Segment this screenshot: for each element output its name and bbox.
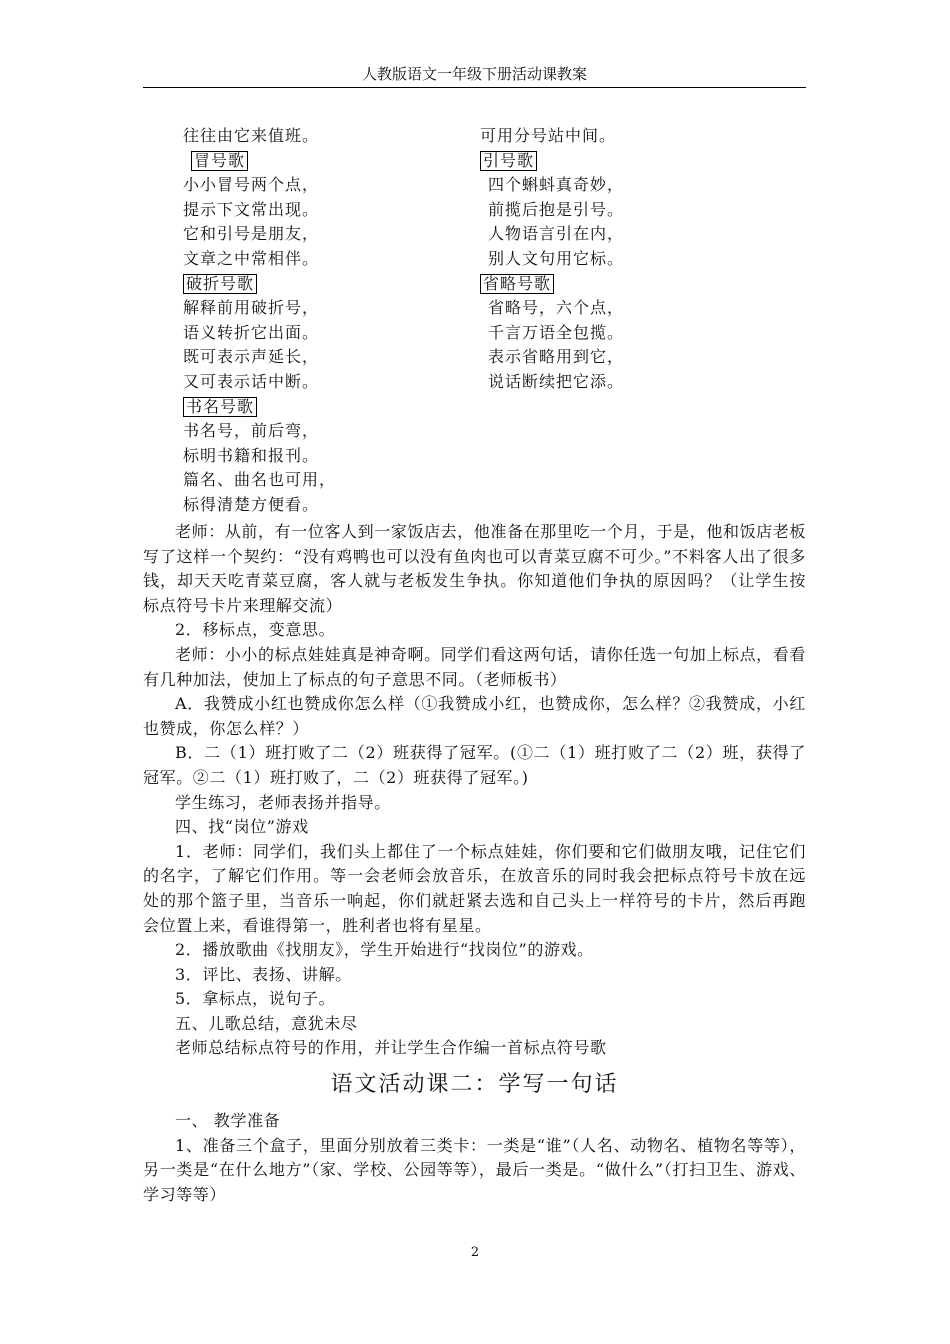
song-line-text: 标明书籍和报刊。 <box>183 445 320 465</box>
song-title-text: 书名号歌 <box>183 397 257 417</box>
song-line <box>480 124 624 149</box>
song-line <box>183 124 336 149</box>
song-line <box>183 247 336 272</box>
song-line-text: 又可表示话中断。 <box>183 371 320 391</box>
paragraph: 五、儿歌总结，意犹未尽 <box>175 1013 358 1033</box>
paragraph: 3．评比、表扬、讲解。 <box>175 964 352 984</box>
song-line-text: 书名号，前后弯， <box>183 421 320 441</box>
section-title: 语文活动课二：学写一句话 <box>330 1072 619 1098</box>
song-line <box>183 444 336 469</box>
song-line-text: 既可表示声延长， <box>183 347 320 367</box>
song-title <box>183 272 336 297</box>
punctuation-songs <box>143 124 806 520</box>
song-line <box>183 321 336 346</box>
song-line <box>183 345 336 370</box>
paragraph: 5．拿标点，说句子。 <box>175 989 336 1009</box>
song-title <box>183 395 336 420</box>
song-line <box>480 198 624 223</box>
page-content <box>143 124 806 1207</box>
song-line-text: 别人文句用它标。 <box>488 248 625 268</box>
paragraph: 1．老师：同学们，我们头上都住了一个标点娃娃，你们要和它们做朋友哦，记住它们的名字，了解它们作用。等一会老师会放音乐，在放音乐的同时我会把标点符号卡放在远处的那个篮子里，当音乐一响起，你们就赶紧去选和自己头上一样符号的卡片，然后再跑会位置上来，看谁得第一，胜利者也将有星星。 <box>143 841 806 935</box>
song-line-text: 省略号，六个点， <box>488 298 625 318</box>
song-line <box>480 173 624 198</box>
song-line-text: 语义转折它出面。 <box>183 322 320 342</box>
song-line <box>183 419 336 444</box>
song-line-text: 提示下文常出现。 <box>183 199 320 219</box>
paragraph: 学生练习，老师表扬并指导。 <box>175 792 391 812</box>
paragraph: 老师总结标点符号的作用，并让学生合作编一首标点符号歌 <box>175 1038 607 1058</box>
paragraph: 老师：小小的标点娃娃真是神奇啊。同学们看这两句话，请你任选一句加上标点，看看有几种加法，使加上了标点的句子意思不同。（老师板书） <box>143 644 806 689</box>
song-line-text: 千言万语全包揽。 <box>488 322 625 342</box>
song-title-text: 破折号歌 <box>183 274 257 294</box>
song-line <box>480 296 624 321</box>
song-line-text: 前揽后抱是引号。 <box>488 199 625 219</box>
song-line <box>183 198 336 223</box>
song-line <box>183 296 336 321</box>
song-line-text: 它和引号是朋友， <box>183 224 320 244</box>
section-heading: 一、 教学准备 <box>175 1111 281 1131</box>
song-title-text: 引号歌 <box>480 151 537 171</box>
song-line <box>183 493 336 518</box>
page-number: 2 <box>470 1245 480 1260</box>
song-line <box>480 222 624 247</box>
songs-right-column <box>480 124 624 395</box>
song-title <box>183 149 336 174</box>
song-line-text: 可用分号站中间。 <box>480 126 617 145</box>
song-line <box>480 345 624 370</box>
song-line <box>480 370 624 395</box>
songs-left-column <box>183 124 336 518</box>
paragraph: 2．播放歌曲《找朋友》，学生开始进行“找岗位”的游戏。 <box>175 940 594 960</box>
song-line-text: 往往由它来值班。 <box>183 126 320 145</box>
song-line-text: 文章之中常相伴。 <box>183 248 320 268</box>
song-title-text: 冒号歌 <box>191 151 248 171</box>
song-line-text: 说话断续把它添。 <box>488 371 625 391</box>
song-line-text: 四个蝌蚪真奇妙， <box>488 175 625 195</box>
song-line-text: 人物语言引在内， <box>488 224 625 244</box>
song-line <box>183 468 336 493</box>
song-line <box>480 321 624 346</box>
song-line-text: 表示省略用到它， <box>488 347 625 367</box>
lesson-body <box>143 520 806 1061</box>
song-line-text: 标得清楚方便看。 <box>183 494 320 514</box>
song-line <box>183 173 336 198</box>
song-line-text: 小小冒号两个点， <box>183 175 320 195</box>
song-title <box>480 149 624 174</box>
song-title-text: 省略号歌 <box>480 274 554 294</box>
song-line <box>480 247 624 272</box>
paragraph: 2．移标点，变意思。 <box>175 620 336 640</box>
song-line-text: 篇名、曲名也可用， <box>183 470 337 490</box>
paragraph: B．二（1）班打败了二（2）班获得了冠军。(①二（1）班打败了二（2）班，获得了冠军。②二（1）班打败了，二（2）班获得了冠军。) <box>143 743 806 787</box>
paragraph: 老师：从前，有一位客人到一家饭店去，他准备在那里吃一个月，于是，他和饭店老板写了这样一个契约：“没有鸡鸭也可以没有鱼肉也可以青菜豆腐不可少。”不料客人出了很多钱，却天天吃青菜豆腐，客人就与老板发生争执。你知道他们争执的原因吗？（让学生按标点符号卡片来理解交流） <box>143 522 806 615</box>
page-header: 人教版语文一年级下册活动课教案 <box>143 64 806 88</box>
song-title <box>480 272 624 297</box>
song-line <box>183 370 336 395</box>
song-line-text: 解释前用破折号， <box>183 298 320 318</box>
song-line <box>183 222 336 247</box>
paragraph: 四、找“岗位”游戏 <box>175 817 309 837</box>
section-paragraph: 1、准备三个盒子，里面分别放着三类卡：一类是“谁”（人名、动物名、植物名等等），另一类是“在什么地方”（家、学校、公园等等），最后一类是。“做什么”（打扫卫生、游戏、学习等等） <box>143 1135 806 1204</box>
paragraph: A．我赞成小红也赞成你怎么样（①我赞成小红，也赞成你，怎么样？②我赞成，小红也赞成，你怎么样？） <box>143 694 806 738</box>
